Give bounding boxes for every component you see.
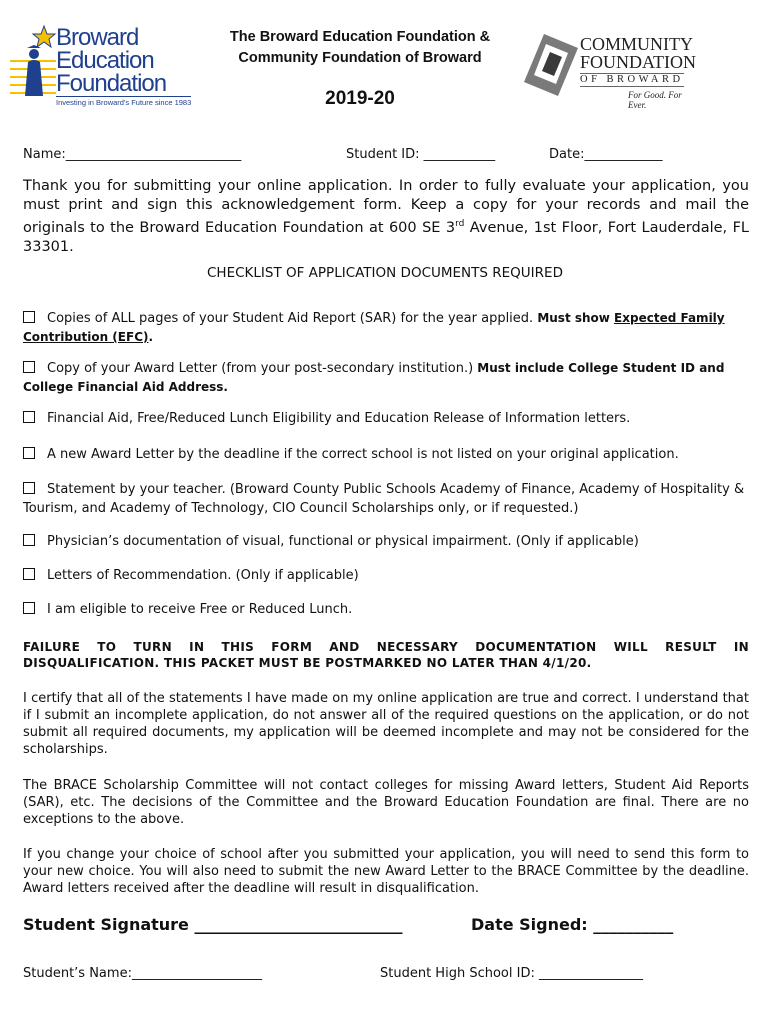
bef-word-foundation: Foundation	[56, 70, 167, 97]
bef-word-education: Education	[56, 47, 154, 74]
bef-tagline: Investing in Broward's Future since 1983	[56, 98, 192, 107]
checklist-item-financial-aid	[23, 409, 751, 428]
broward-education-foundation-logo	[10, 24, 192, 106]
certification-paragraph: I certify that all of the statements I have made on my online application are true and correct. I understand that if I submit an incomplete application, do not answer all of the required questions on the application, or do not submit all required documents, my application will be deemed incomplete and may not be considered for the scholarships.	[23, 691, 749, 757]
community-foundation-logo	[520, 30, 698, 110]
checklist-title: CHECKLIST OF APPLICATION DOCUMENTS REQUIRED	[207, 265, 563, 281]
cfb-word-of-broward: OF BROWARD	[580, 74, 684, 85]
date-field-label: Date:____________	[549, 147, 663, 162]
checklist-item-award-letter	[23, 359, 751, 397]
student-name-line[interactable]: Student’s Name:____________________	[23, 966, 262, 981]
checklist-item-text: A new Award Letter by the deadline if the correct school is not listed on your original application.	[47, 447, 679, 462]
header-title-line-2: Community Foundation of Broward	[238, 50, 482, 66]
checklist-item-text: Copies of ALL pages of your Student Aid Report (SAR) for the year applied.	[47, 311, 538, 326]
checklist-item-bold: Must show	[537, 311, 615, 325]
student-id-field-label: Student ID: ___________	[346, 147, 496, 162]
checkbox[interactable]	[23, 534, 35, 546]
checklist-item-text: Financial Aid, Free/Reduced Lunch Eligibility and Education Release of Information letters.	[47, 411, 631, 426]
high-school-id-line[interactable]: Student High School ID: ________________	[380, 966, 643, 981]
date-signed-line[interactable]: Date Signed: __________	[471, 915, 674, 934]
checklist-item-teacher-statement	[23, 480, 751, 518]
checklist-item-text: Letters of Recommendation. (Only if applicable)	[47, 568, 359, 583]
cfb-tagline: For Good. For Ever.	[628, 90, 682, 110]
disqualification-warning: FAILURE TO TURN IN THIS FORM AND NECESSARY DOCUMENTATION WILL RESULT IN DISQUALIFICATION. THIS PACKET MUST BE POSTMARKED NO LATER THAN 4/1/20.	[23, 640, 749, 670]
header-year: 2019-20	[325, 88, 395, 109]
committee-paragraph: The BRACE Scholarship Committee will not contact colleges for missing Award letters, Student Aid Reports (SAR), etc. The decisions of the Committee and the Broward Education Foundation are final. There are no exceptions to the above.	[23, 778, 749, 827]
checklist-item-bold-underline: Expected Family Contribution (EFC)	[23, 311, 725, 344]
cfb-word-community: COMMUNITY	[580, 34, 694, 54]
checkbox[interactable]	[23, 361, 35, 373]
checkbox[interactable]	[23, 311, 35, 323]
intro-text-2: Avenue, 1st Floor, Fort Lauderdale, FL 33301.	[23, 219, 750, 255]
student-signature-line[interactable]: Student Signature __________________________	[23, 915, 403, 934]
checklist-item-bold: Must include College Student ID and College Financial Aid Address.	[23, 361, 725, 394]
header-title	[212, 27, 508, 69]
checklist-item-sar	[23, 309, 751, 347]
name-field-label: Name:___________________________	[23, 147, 242, 162]
checklist-item-recommendation	[23, 566, 751, 585]
checklist-item-new-award-letter	[23, 445, 751, 464]
intro-superscript: rd	[455, 219, 465, 229]
checklist-item-free-lunch	[23, 600, 751, 619]
checklist-item-text: Copy of your Award Letter (from your post-secondary institution.)	[47, 361, 478, 376]
graduate-star-icon	[10, 24, 58, 106]
bef-word-broward: Broward	[56, 24, 139, 51]
checklist-item-text: Statement by your teacher. (Broward County Public Schools Academy of Finance, Academy of Hospitality & Tourism, and Academy of Technology, CIO Council Scholarships only, or if requested.)	[23, 482, 745, 516]
header-title-line-1: The Broward Education Foundation &	[229, 29, 491, 45]
cfb-emblem-icon	[524, 34, 578, 96]
checklist-item-text: Physician’s documentation of visual, functional or physical impairment. (Only if applicable)	[47, 534, 639, 549]
checkbox[interactable]	[23, 411, 35, 423]
checkbox[interactable]	[23, 482, 35, 494]
cfb-word-foundation: FOUNDATION	[580, 52, 696, 72]
checkbox[interactable]	[23, 602, 35, 614]
checkbox[interactable]	[23, 447, 35, 459]
change-school-paragraph: If you change your choice of school after you submitted your application, you will need to send this form to your new choice. You will also need to submit the new Award Letter to the BRACE Committee by the deadline. Award letters received after the deadline will result in disqualification.	[23, 847, 749, 896]
checklist-item-end: .	[148, 330, 154, 344]
checkbox[interactable]	[23, 568, 35, 580]
checklist-item-physician	[23, 532, 751, 551]
intro-text-1: Thank you for submitting your online application. In order to fully evaluate your application, you must print and sign this acknowledgement form. Keep a copy for your records and mail the originals to the Broward Education Foundation at 600 SE 3	[23, 178, 749, 236]
intro-paragraph	[23, 177, 749, 257]
checklist-item-text: I am eligible to receive Free or Reduced Lunch.	[47, 602, 353, 617]
